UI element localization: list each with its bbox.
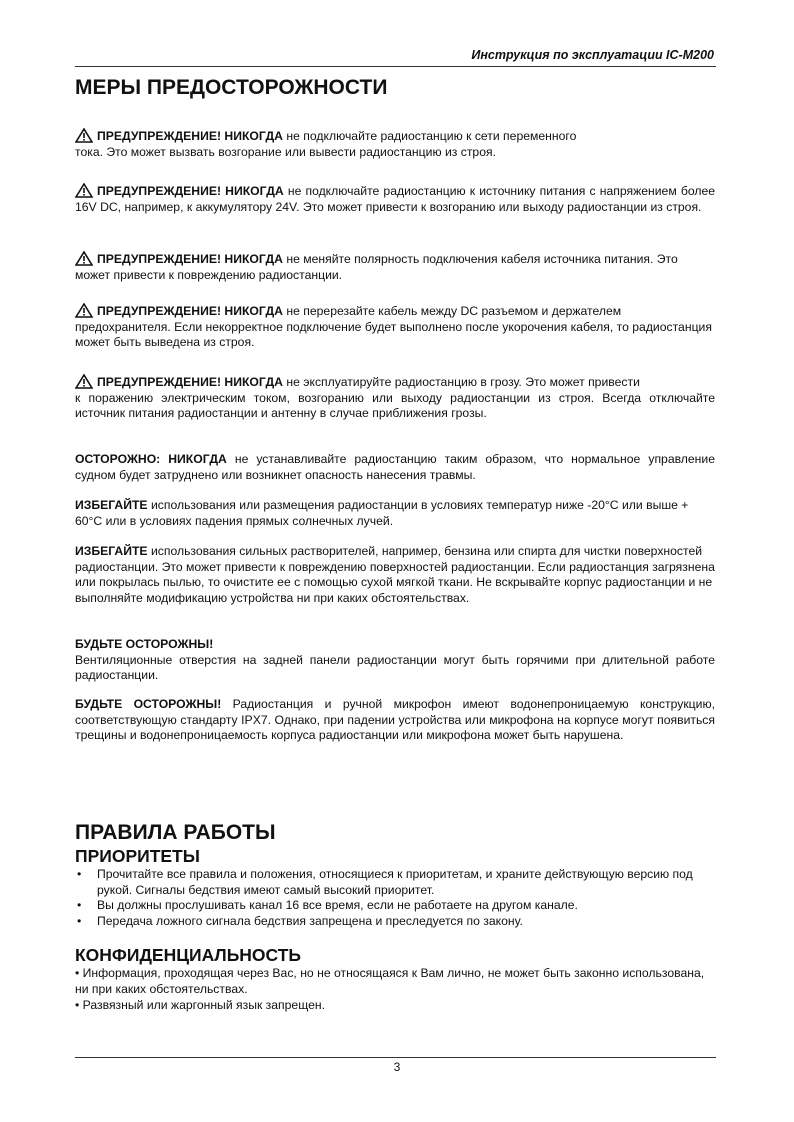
caution-text: Радиостанция и ручной микрофон имеют водонепроницаемую конструкцию, соответствующую стандарту IPX7. Однако, при падении устройства или микрофона на корпусе могут появиться трещины и водонепроницаемость корпуса радиостанции или микрофона может быть нарушена.	[75, 697, 715, 742]
warning-label: ПРЕДУПРЕЖДЕНИЕ! НИКОГДА	[97, 184, 284, 198]
priorities-list	[75, 867, 715, 929]
warning-paragraph-3	[75, 251, 715, 283]
caution-paragraph-2	[75, 498, 715, 529]
warning-label: ПРЕДУПРЕЖДЕНИЕ! НИКОГДА	[97, 304, 283, 318]
warning-text: не эксплуатируйте радиостанцию в грозу. Это может привести	[282, 375, 640, 389]
warning-text: не меняйте полярность подключения кабеля источника питания. Это может привести к повреждению радиостанции.	[75, 252, 678, 282]
warning-label: ПРЕДУПРЕЖДЕНИЕ! НИКОГДА	[97, 129, 283, 143]
caution-paragraph-3	[75, 544, 715, 606]
caution-label: ИЗБЕГАЙТЕ	[75, 498, 148, 512]
header-divider	[75, 66, 716, 67]
list-item: • Прочитайте все правила и положения, относящиеся к приоритетам, и храните действующую версию под рукой. Сигналы бедствия имеют самый высокий приоритет.	[77, 867, 693, 897]
warning-text-continued: тока. Это может вызвать возгорание или вывести радиостанцию из строя.	[75, 144, 496, 159]
caution-label: БУДЬТЕ ОСТОРОЖНЫ!	[75, 637, 214, 651]
caution-label: ОСТОРОЖНО: НИКОГДА	[75, 452, 227, 466]
bullet-icon: •	[77, 867, 82, 881]
caution-label: БУДЬТЕ ОСТОРОЖНЫ!	[75, 697, 222, 711]
caution-paragraph-4	[75, 637, 715, 684]
caution-text: Вентиляционные отверстия на задней панели радиостанции могут быть горячими при длительной работе радиостанции.	[75, 652, 715, 682]
caution-paragraph-1	[75, 452, 715, 483]
warning-text: не перерезайте кабель между DC разъемом и держателем	[282, 304, 622, 318]
bullet-icon: •	[77, 913, 82, 928]
warning-triangle-icon	[75, 128, 93, 142]
warning-text: не подключайте радиостанцию к сети переменного	[282, 129, 577, 143]
caution-text: использования или размещения радиостанции в условиях температур ниже -20°C или выше + 60°C или в условиях падения прямых солнечных лучей.	[75, 498, 689, 528]
running-header: Инструкция по эксплуатации IC-M200	[471, 48, 714, 62]
warning-paragraph-4	[75, 303, 715, 351]
warning-label: ПРЕДУПРЕЖДЕНИЕ! НИКОГДА	[97, 252, 283, 266]
warning-triangle-icon	[75, 251, 93, 265]
caution-text: не устанавливайте радиостанцию таким образом, что нормальное управление судном будет затруднено или возникнет опасность нанесения травмы.	[75, 452, 715, 482]
confidentiality-item-1: • Информация, проходящая через Вас, но не относящаяся к Вам лично, не может быть законно использована, ни при каких обстоятельствах.	[75, 966, 705, 996]
section-title-rules: ПРАВИЛА РАБОТЫ	[75, 821, 276, 844]
warning-label: ПРЕДУПРЕЖДЕНИЕ! НИКОГДА	[97, 375, 283, 389]
caution-label: ИЗБЕГАЙТЕ	[75, 544, 148, 558]
footer-divider	[75, 1057, 716, 1058]
warning-triangle-icon	[75, 303, 93, 317]
subsection-title-confidentiality: КОНФИДЕНЦИАЛЬНОСТЬ	[75, 945, 302, 965]
warning-text-continued: предохранителя. Если некорректное подключение будет выполнено после укорочения кабеля, то радиостанция может быть выведена из строя.	[75, 319, 712, 349]
section-title-precautions: МЕРЫ ПРЕДОСТОРОЖНОСТИ	[75, 76, 388, 99]
warning-triangle-icon	[75, 374, 93, 388]
warning-text-continued: к поражению электрическим током, возгоранию или выходу радиостанции из строя. Всегда отключайте источник питания радиостанции и антенну в случае приближения грозы.	[75, 390, 715, 420]
warning-text: не подключайте радиостанцию к источнику питания с напряжением более 16V DC, например, к аккумулятору 24V. Это может привести к возгоранию или выходу радиостанции из строя.	[75, 184, 715, 214]
caution-text: использования сильных растворителей, например, бензина или спирта для чистки поверхностей радиостанции. Это может привести к повреждению поверхностей радиостанции. Если радиостанция загрязнена или покрылась пылью, то очистите ее с помощью сухой мягкой ткани. Не вскрывайте корпус радиостанции и не выполняйте модификацию устройства ни при каких обстоятельствах.	[75, 544, 715, 605]
confidentiality-item-2: • Развязный или жаргонный язык запрещен.	[75, 998, 325, 1012]
warning-triangle-icon	[75, 183, 93, 197]
list-item: • Вы должны прослушивать канал 16 все время, если не работаете на другом канале.	[77, 898, 578, 912]
warning-paragraph-2	[75, 183, 715, 215]
warning-paragraph-1	[75, 128, 715, 160]
list-item: • Передача ложного сигнала бедствия запрещена и преследуется по закону.	[77, 913, 523, 928]
warning-paragraph-5	[75, 374, 715, 422]
subsection-title-priorities: ПРИОРИТЕТЫ	[75, 846, 200, 866]
page-number: 3	[393, 1060, 401, 1074]
bullet-icon: •	[77, 898, 82, 912]
caution-paragraph-5	[75, 697, 715, 744]
